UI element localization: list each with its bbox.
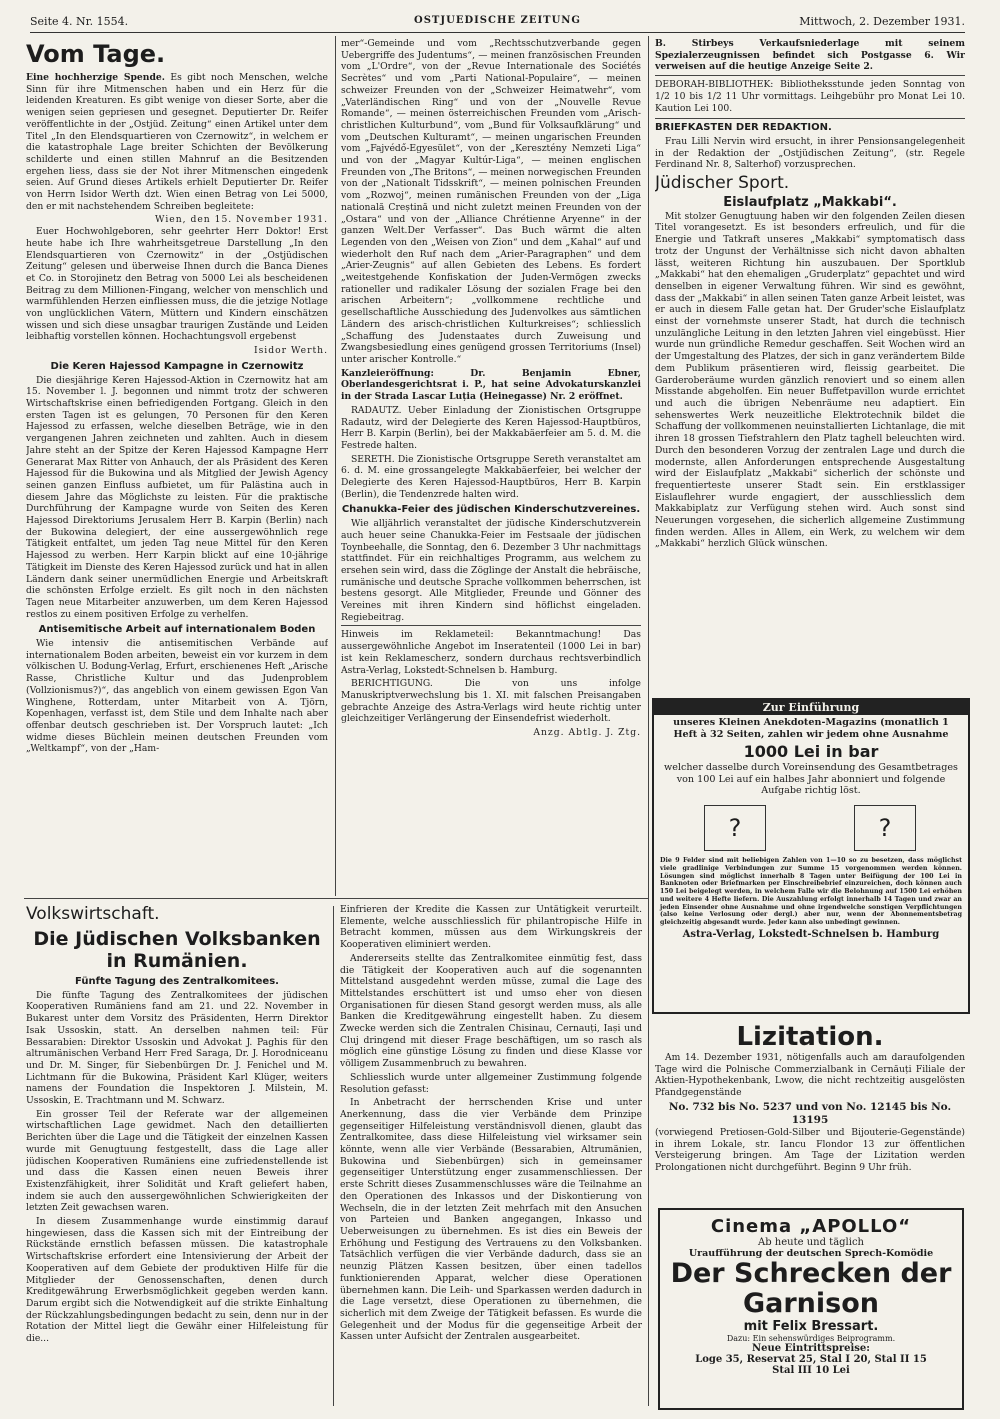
ad-rules-fineprint: Die 9 Felder sind mit beliebigen Zahlen von 1—10 so zu besetzen, dass möglichst viele gradlinige Verbindungen zur Summe 15 vorgenommen werden können. Lösungen sind möglichst innerhalb 8 Tagen unter Beifügung der 100 Lei in Banknoten oder Briefmarken per Einschreibebrief einzureichen, doch können auch 150 Lei beigelegt werden, in welchem Falle wir die Belohnung auf 1500 Lei erhöhen und weitere 4 Hefte liefern. Die Auszahlung erfolgt innerhalb 14 Tagen und zwar an jeden Einsender ohne Ausnahme und ohne irgendwelche sonstigen Verpflichtungen (also keine Verlosung oder dergl.) aber nur, wenn der Abonnementsbetrag gleichzeitig abgesandt wurde. Jeder kann also unbedingt gewinnen.	[660, 856, 962, 927]
lizitation-text-2: (vorwiegend Pretiosen-Gold-Silber und Bijouterie-Gegenstände) in ihrem Lokale, str. Iancu Flondor 13 zur öffentlichen Versteigerung bringen. Am Tage der Lizitation werden Prolongationen nicht durchgeführt. Beginn 9 Uhr früh.	[655, 1126, 965, 1173]
cinema-line-1: Ab heute und täglich	[758, 1237, 864, 1248]
page-number: Seite 4. Nr. 1554.	[30, 15, 129, 28]
article-head-eislaufplatz: Eislaufplatz „Makkabi“.	[723, 195, 897, 211]
notice-deborah: DEBORAH-BIBLIOTHEK: Bibliotheksstunde jeden Sonntag von 1/2 10 bis 1/2 11 Uhr vormittags. Leihgebühr pro Monat Lei 10. Kaution Lei 100.	[655, 75, 965, 114]
masthead-title: OSTJUEDISCHE ZEITUNG	[414, 15, 581, 26]
prices-line: Loge 35, Reservat 25, Stal I 20, Stal II 15	[695, 1354, 927, 1365]
column-volkswirtschaft	[26, 904, 328, 1409]
ad-subscription-text: welcher dasselbe durch Voreinsendung des Gesamtbetrages von 100 Lei auf ein halbes Jahr abonniert und folgende Aufgabe richtig löst.	[664, 762, 958, 797]
lizitation-title: Lizitation.	[736, 1022, 884, 1052]
cinema-name: Cinema „APOLLO“	[710, 1216, 912, 1237]
ad-publisher: Astra-Verlag, Lokstedt-Schnelsen b. Hamburg	[682, 929, 940, 941]
column-rule	[333, 906, 334, 1406]
column-right	[655, 38, 965, 688]
article-text-keren: Die diesjährige Keren Hajessod-Aktion in Czernowitz hat am 15. November l. J. begonnen und nimmt trotz der schweren Wirtschaftskrise einen befriedigenden Fortgang. Gleich in den ersten Tagen ist es gelungen, 70 Personen für den Keren Hajessod zu erfassen, welche dieselben Beträge, wie in den vergangenen Jahren zeichneten und zahlten. Auch in diesem Jahre steht an der Spitze der Keren Hajessod Kampagne Herr Generarat Max Ritter von Anhauch, der als Präsident des Keren Hajessod für die Bukowina und als Mitglied der Jewish Agency seinen ganzen Einfluss aufbietet, um für Palästina auch in diesem Jahre das Möglichste zu leisten. Für die praktische Durchführung der Kampagne wurde von Seiten des Keren Hajessod Direktoriums Jerusalem Herr B. Karpin (Berlin) nach der Bukowina delegiert, der eine aussergewöhnlich rege Tätigkeit entfaltet, um jeden Tag neue Mittel für den Keren Hajessod zu werben. Herr Karpin blickt auf eine 10-jährige Tätigkeit im Dienste des Keren Hajessod zurück und hat in allen Ländern dank seiner unermüdlichen Energie und Arbeitskraft die schönsten Erfolge erzielt. Es gilt noch in den nächsten Tagen neue Mitarbeiter anzuwerben, um dem Keren Hajessod restlos zu einem positiven Erfolge zu verhelfen.	[26, 374, 328, 620]
ad-intro: unseres Kleinen Anekdoten-Magazins (monatlich 1 Heft à 32 Seiten, zahlen wir jedem ohne Ausnahme	[673, 717, 949, 740]
volksbanken-paragraph-6: Schliesslich wurde unter allgemeiner Zustimmung folgende Resolution gefasst:	[340, 1071, 642, 1095]
volksbanken-paragraph-3: In diesem Zusammenhange wurde einstimmig darauf hingewiesen, dass die Kassen sich mit der Eintreibung der Rückstände ernstlich befassen müssen. Die katastrophale Wirtschaftskrise erfordert eine Intensivierung der Arbeit der Kooperativen auf dem Gebiete der produktiven Hilfe für die Mitglieder der Genossenschaften, denen durch Kreditgewährung Erwerbsmöglichkeit gegeben werden kann. Darum ergibt sich die Notwendigkeit auf die strikte Einhaltung der Rückzahlungsbedingungen bedacht zu sein, denn nur in der Rotation der Mittel liegt die Gewähr einer Hilfeleistung für die...	[26, 1216, 328, 1345]
column-middle	[341, 38, 641, 894]
volksbanken-paragraph-2: Ein grosser Teil der Referate war der allgemeinen wirtschaftlichen Lage gewidmet. Nach den detaillierten Berichten über die Lage und die Tätigkeit der einzelnen Kassen wurde mit Genugtuung festgestellt, dass die Lage aller jüdischen Kooperativen Rumäniens eine zufriedenstellende ist und dass die Kassen einen neuen Beweis ihrer Existenzfähigkeit, ihrer Solidität und Kraft geliefert haben, indem sie auch den aussergewöhnlichen Schwierigkeiten der letzten Zeit gewachsen waren.	[26, 1108, 328, 1214]
letter-signature: Isidor Werth.	[253, 345, 328, 357]
puzzle-area	[654, 797, 968, 857]
section-rule	[24, 898, 648, 899]
article-head-spende: Eine hochherzige Spende.	[26, 72, 165, 83]
puzzle-box-left: ?	[704, 805, 766, 851]
film-title: Der Schrecken der Garnison	[670, 1258, 952, 1319]
notice-berichtigung: BERICHTIGUNG. Die von uns infolge Manuskriptverwechslung bis 1. XI. mit falschen Preisangaben gebrachte Anzeige des Astra-Verlags wird heute richtig unter gleichzeitiger Verlängerung der Einsendefrist wiederholt.	[341, 678, 641, 725]
column-rule	[648, 36, 649, 1406]
lizitation-notice	[655, 1022, 965, 1202]
lizitation-text: Am 14. Dezember 1931, nötigenfalls auch am daraufolgenden Tage wird die Polnische Commerzialbank in Cernăuți Filiale der Aktien-Hypothekenbank, Lwow, die nicht rechtzeitig ausgelösten Pfandgegenstände	[655, 1052, 965, 1099]
column-vom-tage	[26, 38, 328, 894]
cinema-line-2: Uraufführung der deutschen Sprech-Komödie	[688, 1248, 934, 1259]
volksbanken-paragraph-7: In Anbetracht der herrschenden Krise und unter Anerkennung, dass die vier Verbände dem Prinzipe gegenseitiger Hilfeleistung verständnisvoll dienen, glaubt das Zentralkomitee, dass diese Hilfeleistung viel wirksamer sein könnte, wenn alle vier Verbände (Bessarabien, Altrumänien, Bukowina und Siebenbürgen) sich in gemeinsamer gegenseitiger Unterstützung enger zusammenschliessen. Der erste Schritt dieses Zusammenschlusses wäre die Teilnahme an den Operationen des Inkassos und der Diskontierung von Wechseln, die in der letzten Zeit mehrfach mit den Ansuchen von Parteien und Banken angegangen, Inkasso und Ueberweisungen zu übernehmen. Es ist dies ein Beweis der Erhöhung und Festigung des Vertrauens zu den Volksbanken. Tatsächlich verfügen die vier Verbände dadurch, dass sie an neunzig Plätzen Kassen besitzen, über einen tadellos funktionierenden Apparat, welcher diese Operationen übernehmen kann. Die Leih- und Sparkassen werden dadurch in die Lage versetzt, diese Operationen zu übernehmen, die sicherlich mit dem Zweige der Tätigkeit befassen. Es wurde die Gelegenheit und der Modus für die gegenseitige Arbeit der Kassen unter Aufsicht der Zentralen ausgearbeitet.	[340, 1097, 642, 1343]
issue-date: Mittwoch, 2. Dezember 1931.	[799, 15, 965, 28]
notice-hinweis: Hinweis im Reklameteil: Bekanntmachung! Das aussergewöhnliche Angebot im Inseratenteil (1000 Lei in bar) ist kein Reklamescherz, sondern durchaus rechtsverbindlich Astra-Verlag, Lokstedt-Schnelsen b. Hamburg.	[341, 625, 641, 676]
notice-stirbey: B. Stirbeys Verkaufsniederlage mit seinem Spezialerzeugnissen befindet sich Postgasse 6. Wir verweisen auf die heutige Anzeige Seite 2.	[655, 38, 965, 73]
notice-radautz: RADAUTZ. Ueber Einladung der Zionistischen Ortsgruppe Radautz, wird der Delegierte des Keren Hajessod-Hauptbüros, Herr B. Karpin (Berlin), bei der Makkabäerfeier am 5. d. M. die Festrede halten.	[341, 404, 641, 451]
article-text-continued: mer“-Gemeinde und vom „Rechtsschutzverbande gegen Uebergriffe des Judentums“, — meinen französischen Freunden vom „L'Ordre“, von der „Revue Internationale des Sociétés Secrètes“ und vom „Parti National-Populaire“, — meinen schweizer Freunden von der „Schweizer Heimatwehr“, vom „Vaterländischen Ring“ und von der „Nouvelle Revue Romande“, — meinen österreichischen Freunden vom „Arisch-christlichen Kulturbund“, vom „Bund für Volksaufklärung“ und vom „Deutschen Kulturamt“, — meinen ungarischen Freunden vom „Fajvédő-Egyesület“, von der „Keresztény Nemzeti Liga“ und von der „Magyar Kultúr-Liga“, — meinen englischen Freunden von „The Britons“, — meinen norwegischen Freunden von der „Nationalt Tidsskrift“, — meinen polnischen Freunden vom „Rozwoj“, meinen rumänischen Freunden von der „Liga natională Creștină und nicht zuletzt meinen Freunden von der „Ostara“ und von der „Alliance Chrétienne Aryenne“ in der ganzen Welt.Der Verfasser“. Das Buch wärmt die alten Legenden von den „Weisen von Zion“ und dem „Kahal“ auf und wiederholt den Ruf nach dem „Arier-Paragraphen“ und dem „Arier-Zeugnis“ auf allen Gebieten des Lebens. Es fordert „weitestgehende Konfiskation der Juden-Vermögen zwecks rationeller und radikaler Lösung der sozialen Frage bei den arischen Arbeitern“; „vollkommene rechtliche und gesellschaftliche Ausschiedung des Judenvolkes aus sämtlichen Ländern des arisch-christlichen Kulturkreises“; schliesslich „Schaffung des Judenstaates durch Zuweisung und Zwangsbesiedlung eines genügend grossen Territoriums (Insel) unter arischer Kontrolle.“	[341, 38, 641, 365]
lizitation-numbers: No. 732 bis No. 5237 und von No. 12145 bis No. 13195	[668, 1100, 952, 1126]
article-text-antisemitische: Wie intensiv die antisemitischen Verbände auf internationalem Boden arbeiten, beweist ein vor kurzem in dem völkischen U. Bodung-Verlag, Erfurt, erschienenes Heft „Arische Rasse, Christliche Kultur und das Judenproblem (Vollzionismus?)“, das angeblich von einem gewissen Egon Van Winghene, Rotterdam, unter Mitarbeit von A. Tjörn, Kopenhagen, verfasst ist, dem Stile und dem Inhalte nach aber offenbar deutsch geschrieben ist. Der Vorspruch lautet: „Ich widme dieses Büchlein meinen deutschen Freunden vom „Weltkampf“, von der „Ham-	[26, 638, 328, 755]
film-star: mit Felix Bressart.	[743, 1319, 879, 1334]
volksbanken-paragraph-5: Andererseits stellte das Zentralkomitee einmütig fest, dass die Tätigkeit der Kooperativen auch auf die sogenannten Mittelstand ausgedehnt werden müsse, zumal die Lage des Mittelstandes erschüttert ist und umso eher von diesen Organisationen für diesen Stand gesorgt werden muss, als alle Banken die Kreditgewährung eingestellt haben. Zu diesem Zwecke werden sich die Zentralen Chisinau, Cernauți, Iași und Cluj dringend mit dieser Frage beschäftigen, um so rasch als möglich eine günstige Lösung zu finden und diese Klasse vor völligem Zusammenbruch zu bewahren.	[340, 952, 642, 1070]
letter-text: Euer Hochwohlgeboren, sehr geehrter Herr Doktor! Erst heute habe ich Ihre wahrheitsgetreue Darstellung „In den Elendsquartieren von Czernowitz“ in der „Ostjüdischen Zeitung“ gelesen und überweise Ihnen durch die Banca Dienes et Co. in Storojinetz den Betrag von 5000 Lei als bescheidenen Beitrag zu dem Millionen-Fingang, welcher von menschlich und warmfühlenden Herzen einfliessen muss, die die jetzige Notlage von unglücklichen Vätern, Müttern und Kindern einschätzen wissen und sich diese unsagbar traurigen Zustände und Leiden leibhaftig vorstellen können. Hochachtungsvoll ergebenst	[26, 226, 328, 343]
article-head-keren: Die Keren Hajessod Kampagne in Czernowitz	[50, 360, 304, 372]
page-header	[30, 12, 965, 33]
section-title-sport: Jüdischer Sport.	[655, 173, 790, 194]
volksbanken-paragraph-1: Die fünfte Tagung des Zentralkomitees der jüdischen Kooperativen Rumäniens fand am 21. und 22. November in Bukarest unter dem Vorsitz des Präsidenten, Herrn Direktor Isak Ussoskin, statt. An derselben nahmen teil: Für Bessarabien: Direktor Ussoskin und Advokat J. Paghis für den altrumänischen Verband Herr Fred Saraga, Dr. J. Horodniceanu und Dr. M. Singer, für Siebenbürgen Dr. J. Fenichel und M. Lichtmann für die Bukowina, Präsident Karl Klüger, weiters namens der Foundation die Inspektoren J. Milstein, M. Ussoskin, E. Trachtmann und M. Schwarz.	[26, 989, 328, 1107]
article-subtitle-volksbanken: Fünfte Tagung des Zentralkomitees.	[75, 976, 279, 987]
section-title-volkswirtschaft: Volkswirtschaft.	[26, 904, 160, 924]
puzzle-box-right: ?	[854, 805, 916, 851]
letter-date: Wien, den 15. November 1931.	[155, 214, 328, 226]
prices-head: Neue Eintrittspreise:	[752, 1343, 870, 1354]
notice-kanzlei: Kanzleieröffnung: Dr. Benjamin Ebner, Oberlandesgerichtsrat i. P., hat seine Advokaturskanzlei in der Strada Lascar Luția (Heinegasse) Nr. 2 eröffnet.	[341, 367, 641, 403]
briefkasten-head: BRIEFKASTEN DER REDAKTION.	[655, 118, 965, 134]
article-text-spende: Es gibt noch Menschen, welche Sinn für ihre Mitmenschen haben und ein Herz für die leidenden Kreaturen. Es gibt wenige von dieser Sorte, aber die wenigen seien gepriesen und gesegnet. Deputierter Dr. Reifer veröffentlichte in der „Ostjüd. Zeitung“ einen Artikel unter dem Titel „In den Elendsquartieren von Czernowitz“, in welchem er die katastrophale Lage breiter Schichten der Bevölkerung schilderte und einen stillen Mahnruf an die Besitzenden ergehen liess, dass sie der Not ihrer Mitmenschen eingedenk seien. Auf Grund dieses Artikels erhielt Deputierter Dr. Reifer von Herrn Isidor Werth dzt. Wien einen Betrag von Lei 5000, den er mit nachstehendem Schreiben begleitete:	[26, 72, 328, 212]
cinema-apollo-advertisement	[658, 1208, 964, 1410]
briefkasten-text: Frau Lilli Nervin wird ersucht, in ihrer Pensionsangelegenheit in der Redaktion der „Ostjüdischen Zeitung“, (str. Regele Ferdinand Nr. 8, Salterhof) vorzusprechen.	[655, 135, 965, 171]
volksbanken-paragraph-4: Einfrieren der Kredite die Kassen zur Untätigkeit verurteilt. Elemente, welche ausschliesslich für philantropische Hilfe in Betracht kommen, müssen aus dem Wirkungskreis der Kooperativen eliminiert werden.	[340, 904, 642, 951]
article-head-chanukka: Chanukka-Feier des jüdischen Kinderschutzvereines.	[341, 504, 641, 516]
section-title-vom-tage: Vom Tage.	[26, 40, 166, 68]
berichtigung-signature: Anzg. Abtlg. J. Ztg.	[533, 727, 641, 739]
article-title-volksbanken: Die Jüdischen Volksbanken in Rumänien.	[33, 928, 321, 972]
astra-advertisement	[652, 698, 970, 1014]
notice-sereth: SERETH. Die Zionistische Ortsgruppe Sereth veranstaltet am 6. d. M. eine grossangelegte Makkabäerfeier, bei welcher der Delegierte des Keren Hajessod-Hauptbüros, Herr B. Karpin (Berlin), die Tendenzrede halten wird.	[341, 453, 641, 500]
ad-banner: Zur Einführung	[654, 700, 968, 715]
prices-line-2: Stal III 10 Lei	[772, 1365, 850, 1376]
article-text-chanukka: Wie alljährlich veranstaltet der jüdische Kinderschutzverein auch heuer seine Chanukka-Feier im Festsaale der jüdischen Toynbeehalle, die Sonntag, den 6. Dezember 3 Uhr nachmittags stattfindet. Für ein reichhaltiges Programm, aus welchem zu ersehen sein wird, dass die Zöglinge der Anstalt die hebräische, rumänische und deutsche Sprache vollkommen beherrschen, ist bestens gesorgt. Alle Mitglieder, Freunde und Gönner des Vereines mit ihren Kindern sind höflichst eingeladen. Regiebeitrag.	[341, 518, 641, 623]
column-volkswirtschaft-cont	[340, 904, 642, 1409]
cinema-extra: Dazu: Ein sehenswürdiges Beiprogramm.	[726, 1334, 896, 1343]
article-head-antisemitische: Antisemitische Arbeit auf internationalem Boden	[38, 624, 316, 636]
column-rule	[335, 36, 336, 896]
ad-prize: 1000 Lei in bar	[743, 742, 879, 762]
article-text-eislaufplatz: Mit stolzer Genugtuung haben wir den folgenden Zeilen diesen Titel vorangesetzt. Es ist besonders erfreulich, und für die Energie und Tatkraft unseres „Makkabi“ symptomatisch dass trotz der Ungunst der Verhältnisse sich nicht davon abhalten lässt, weiteren Richtung hin auszubauen. Der Sportklub „Makkabi“ hat den ehemaligen „Gruderplatz“ gepachtet und wird denselben in eigener Verwaltung führen. Wir sind es gewöhnt, dass der „Makkabi“ in allen seinen Taten ganze Arbeit leistet, was er auch in diesem Falle getan hat. Der Gruder'sche Eislaufplatz einst der vornehmste unserer Stadt, hat durch die technisch unzulängliche Leitung in den letzten Jahren viel eingebüsst. Hier wurde nun gründliche Remedur geschaffen. Seit Wochen wird an der Umgestaltung des Platzes, der sich in ganz verändertem Bilde dem Publikum präsentieren wird, fleissig gearbeitet. Die Garderoberäume wurden gänzlich renoviert und so einem allen Misstande abgeholfen. Ein neuer Buffetpavillon wurde errichtet und auch die übrigen Nebenräume neu adaptiert. Ein sehenswertes Werk neuzeitliche Elektrotechnik bildet die Schaffung der vollkommenen neuinstallierten Lichtanlage, die mit ihren 18 grossen Tiefstrahlern den Platz taghell beleuchten wird. Durch den besonderen Vorzug der zentralen Lage und durch die modernste, allen Anforderungen entsprechende Ausgestaltung wird der Eislaufplatz „Makkabi“ sicherlich der schönste und frequentierteste unserer Stadt sein. Ein erstklassiger Eislauflehrer wurde engagiert, der ausschliesslich dem Makkabiplatz zur Verfügung stehen wird. Auch sonst sind Neuerungen vorgesehen, die sicherlich allgemeine Zustimmung finden werden. Alles in Allem, ein Werk, zu welchem wir dem „Makkabi“ herzlich Glück wünschen.	[655, 210, 965, 550]
